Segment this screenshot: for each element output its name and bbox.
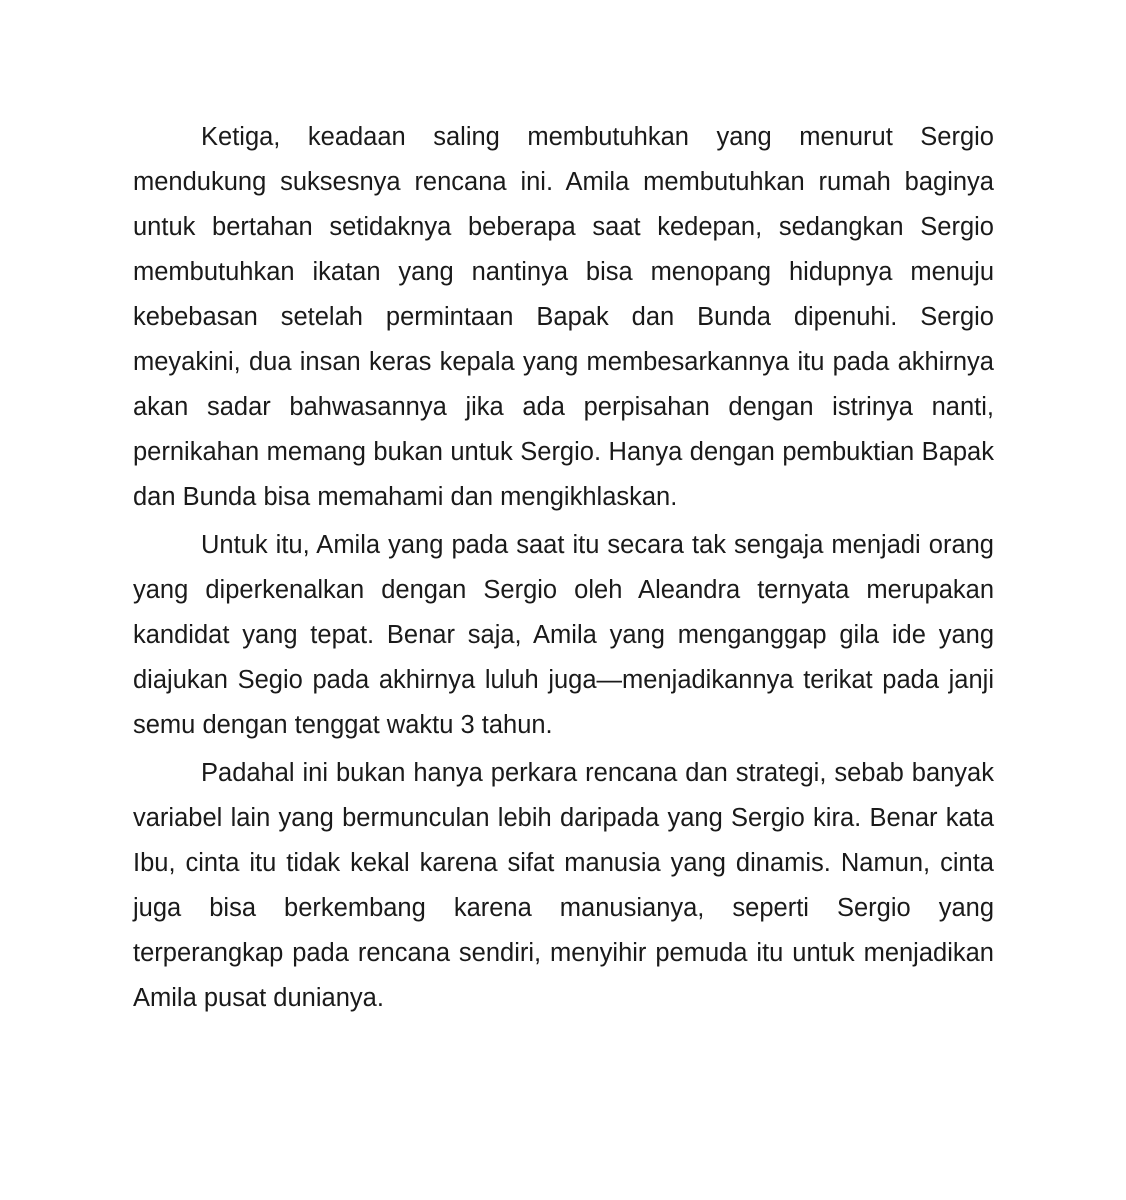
paragraph-1: Ketiga, keadaan saling membutuhkan yang menurut Sergio mendukung suksesnya rencana ini. Amila membutuhkan rumah baginya untuk bertahan setidaknya beberapa saat kedepan, sedangkan Sergio membutuhkan ikatan yang nantinya bisa menopang hidupnya menuju kebebasan setelah permintaan Bapak dan Bunda dipenuhi. Sergio meyakini, dua insan keras kepala yang membesarkannya itu pada akhirnya akan sadar bahwasannya jika ada perpisahan dengan istrinya nanti, pernikahan memang bukan untuk Sergio. Hanya dengan pembuktian Bapak dan Bunda bisa memahami dan mengikhlaskan. [133,123,994,511]
document-page [133,115,994,1024]
paragraph-2: Untuk itu, Amila yang pada saat itu secara tak sengaja menjadi orang yang diperkenalkan dengan Sergio oleh Aleandra ternyata merupakan kandidat yang tepat. Benar saja, Amila yang menganggap gila ide yang diajukan Segio pada akhirnya luluh juga—menjadikannya terikat pada janji semu dengan tenggat waktu 3 tahun. [133,531,994,739]
paragraph-3: Padahal ini bukan hanya perkara rencana dan strategi, sebab banyak variabel lain yang bermunculan lebih daripada yang Sergio kira. Benar kata Ibu, cinta itu tidak kekal karena sifat manusia yang dinamis. Namun, cinta juga bisa berkembang karena manusianya, seperti Sergio yang terperangkap pada rencana sendiri, menyihir pemuda itu untuk menjadikan Amila pusat dunianya. [133,759,994,1012]
